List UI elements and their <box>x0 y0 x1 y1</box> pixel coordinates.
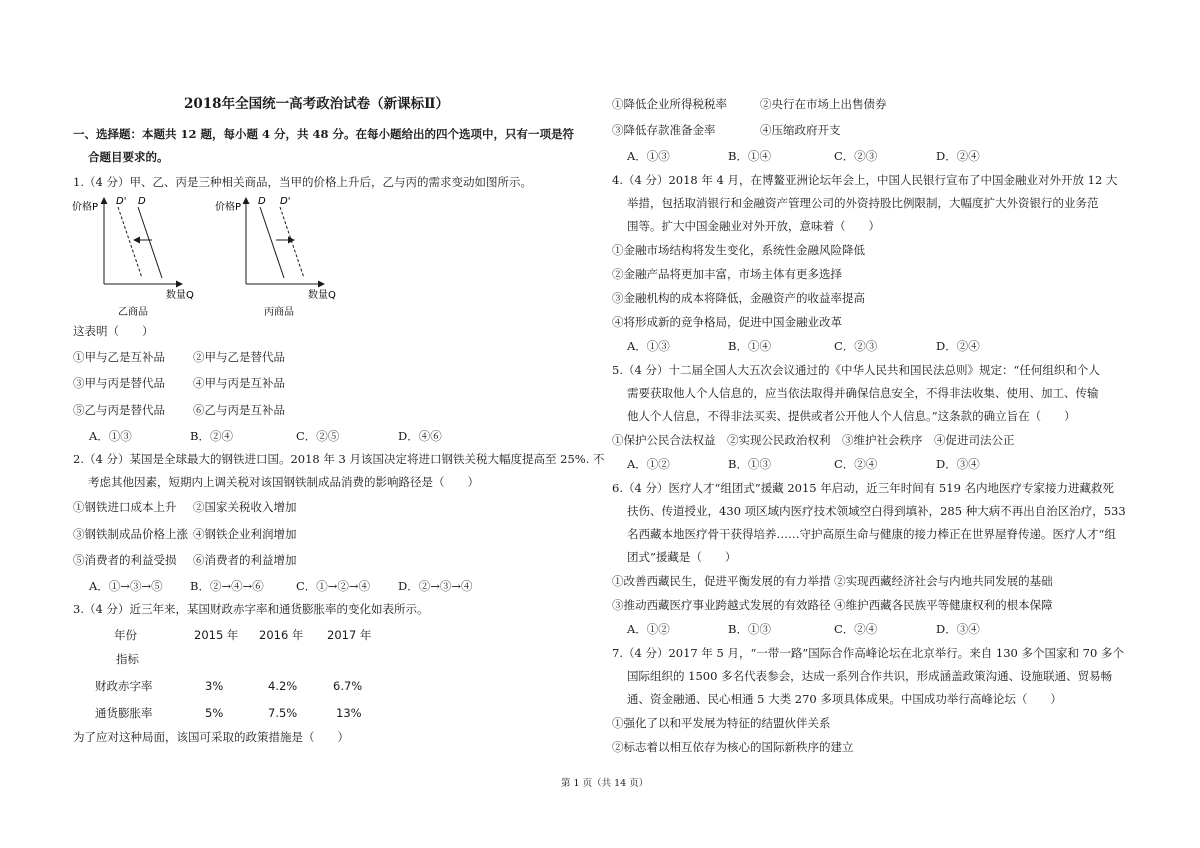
q1-opt3: ③甲与丙是替代品 <box>73 376 165 390</box>
q5-line2: 需要获取他人个人信息的，应当依法取得并确保信息安全，不得非法收集、使用、加工、传输 <box>627 386 1099 400</box>
q5-line1: 5.（4 分）十二届全国人大五次会议通过的《中华人民共和国民法总则》规定：“任何组织和个人 <box>612 363 1100 377</box>
q2-choice-a: A．①→③→⑤ <box>89 579 163 593</box>
q3-table-year-2015: 2015 年 <box>194 628 239 642</box>
graph-left-ylabel: 价格P <box>72 202 99 213</box>
section-heading-line1: 一、选择题：本题共 12 题，每小题 4 分，共 48 分。在每小题给出的四个选项中，只有一项是符 <box>73 127 575 141</box>
q4-opt1: ①金融市场结构将发生变化，系统性金融风险降低 <box>612 243 865 257</box>
q5-choice-a: A．①② <box>627 457 670 471</box>
q4-choice-a: A．①③ <box>627 339 670 353</box>
q1-opt1: ①甲与乙是互补品 <box>73 350 165 364</box>
q2-opt4: ④钢铁企业利润增加 <box>193 527 297 541</box>
q6-opts1: ①改善西藏民生，促进平衡发展的有力举措 ②实现西藏经济社会与内地共同发展的基础 <box>612 574 1053 588</box>
q3-choice-c: C．②③ <box>834 149 878 163</box>
q1-opt2: ②甲与乙是替代品 <box>193 350 285 364</box>
q3-table-row2-v1: 5% <box>205 706 224 720</box>
q6-choice-a: A．①② <box>627 622 670 636</box>
q2-line2: 考虑其他因素，短期内上调关税对该国钢铁制成品消费的影响路径是（ ） <box>88 475 479 489</box>
q3-table-header-year: 年份 <box>114 628 137 642</box>
graph-right <box>215 196 336 318</box>
q3-table-row2-name: 通货膨胀率 <box>95 706 153 720</box>
q3-table-header-index: 指标 <box>116 652 139 666</box>
graph-left-xlabel: 数量Q <box>166 290 194 301</box>
q6-line1: 6.（4 分）医疗人才“组团式”援藏 2015 年启动，近三年时间有 519 名内地医疗专家接力进藏救死 <box>612 481 1115 495</box>
q3-choice-b: B．①④ <box>728 149 771 163</box>
q3-table-row2-v3: 13% <box>336 706 362 720</box>
q2-opt3: ③钢铁制成品价格上涨 <box>73 527 188 541</box>
q4-line2: 举措，包括取消银行和金融资产管理公司的外资持股比例限制，大幅度扩大外资银行的业务范 <box>627 196 1099 210</box>
q3-opt1: ①降低企业所得税税率 <box>612 97 727 111</box>
q7-line1: 7.（4 分）2017 年 5 月，“一带一路”国际合作高峰论坛在北京举行。来自 130 多个国家和 70 多个 <box>612 646 1124 660</box>
q3-choice-d: D．②④ <box>936 149 980 163</box>
q3-table-row1-v1: 3% <box>205 679 224 693</box>
q3-table-row1-v2: 4.2% <box>268 679 298 693</box>
q1-opt4: ④甲与丙是互补品 <box>193 376 285 390</box>
q4-line1: 4.（4 分）2018 年 4 月，在博鳌亚洲论坛年会上，中国人民银行宣布了中国金融业对外开放 12 大 <box>612 173 1118 187</box>
q6-line4: 团式”援藏是（ ） <box>627 550 737 564</box>
q3-table-year-2017: 2017 年 <box>327 628 372 642</box>
q7-opt1: ①强化了以和平发展为特征的结盟伙伴关系 <box>612 716 831 730</box>
q3-table-row2-v2: 7.5% <box>268 706 298 720</box>
q5-choice-c: C．②④ <box>834 457 878 471</box>
q1-stem: 1.（4 分）甲、乙、丙是三种相关商品，当甲的价格上升后，乙与丙的需求变动如图所示。 <box>73 175 532 189</box>
q5-choice-b: B．①③ <box>728 457 771 471</box>
q6-choice-c: C．②④ <box>834 622 878 636</box>
q6-line2: 扶伤、传道授业，430 项区域内医疗技术领域空白得到填补，285 种大病不再出自治区治疗，533 <box>627 504 1126 518</box>
graph-right-label-d: D <box>258 196 266 207</box>
q6-line3: 名西藏本地医疗骨干获得培养……守护高原生命与健康的接力棒正在世界屋脊传递。医疗人才“组 <box>627 527 1116 541</box>
graph-left-label-d-prime: D' <box>116 196 127 207</box>
graph-right-label-d-prime: D' <box>280 196 291 207</box>
q2-choice-d: D．②→③→④ <box>398 579 473 593</box>
q6-choice-d: D．③④ <box>936 622 980 636</box>
q1-opt5: ⑤乙与丙是替代品 <box>73 403 165 417</box>
q1-opt6: ⑥乙与丙是互补品 <box>193 403 285 417</box>
q3-choice-a: A．①③ <box>627 149 670 163</box>
q7-line2: 国际组织的 1500 多名代表参会，达成一系列合作共识，形成涵盖政策沟通、设施联通、贸易畅 <box>627 669 1113 683</box>
q1-choice-c: C．②⑤ <box>296 429 340 443</box>
q2-opt2: ②国家关税收入增加 <box>193 500 297 514</box>
q1-choice-a: A．①③ <box>89 429 132 443</box>
q3-tail: 为了应对这种局面，该国可采取的政策措施是（ ） <box>73 730 349 744</box>
q6-opts2: ③推动西藏医疗事业跨越式发展的有效路径 ④维护西藏各民族平等健康权利的根本保障 <box>612 598 1053 612</box>
q4-choice-d: D．②④ <box>936 339 980 353</box>
q3-opt4: ④压缩政府开支 <box>760 123 841 137</box>
q2-choice-c: C．①→②→④ <box>296 579 371 593</box>
graph-right-xlabel: 数量Q <box>308 290 336 301</box>
q6-choice-b: B．①③ <box>728 622 771 636</box>
graph-left-curve-d-prime <box>118 207 142 278</box>
q4-choice-c: C．②③ <box>834 339 878 353</box>
q4-choice-b: B．①④ <box>728 339 771 353</box>
q4-opt2: ②金融产品将更加丰富，市场主体有更多选择 <box>612 267 842 281</box>
q4-opt4: ④将形成新的竞争格局，促进中国金融业改革 <box>612 315 842 329</box>
graph-right-curve-d <box>260 207 284 278</box>
q3-opt3: ③降低存款准备金率 <box>612 123 716 137</box>
q7-line3: 通、资金融通、民心相通 5 大类 270 多项具体成果。中国成功举行高峰论坛（ ） <box>627 692 1062 706</box>
q3-table-year-2016: 2016 年 <box>259 628 304 642</box>
graph-left-caption: 乙商品 <box>118 307 148 318</box>
q4-opt3: ③金融机构的成本将降低，金融资产的收益率提高 <box>612 291 865 305</box>
page-title: 2018年全国统一高考政治试卷（新课标Ⅱ） <box>184 96 449 112</box>
q7-opt2: ②标志着以相互依存为核心的国际新秩序的建立 <box>612 740 854 754</box>
q1-choice-d: D．④⑥ <box>398 429 442 443</box>
graph-left-curve-d <box>138 207 162 278</box>
q3-opt2: ②央行在市场上出售债券 <box>760 97 887 111</box>
graph-right-ylabel: 价格P <box>215 202 242 213</box>
page-footer: 第 1 页（共 14 页） <box>561 778 649 789</box>
graph-right-curve-d-prime <box>280 207 304 278</box>
q2-line1: 2.（4 分）某国是全球最大的钢铁进口国。2018 年 3 月该国决定将进口钢铁关税大幅度提高至 25%. 不 <box>73 452 605 466</box>
q5-choice-d: D．③④ <box>936 457 980 471</box>
q4-line3: 围等。扩大中国金融业对外开放，意味着（ ） <box>627 219 880 233</box>
q5-opts: ①保护公民合法权益 ②实现公民政治权利 ③维护社会秩序 ④促进司法公正 <box>612 433 1015 447</box>
section-heading-line2: 合题目要求的。 <box>88 150 169 164</box>
demand-graphs <box>70 192 360 322</box>
q1-choice-b: B．②④ <box>190 429 233 443</box>
q1-tail: 这表明（ ） <box>73 324 154 338</box>
graph-left-label-d: D <box>138 196 146 207</box>
q5-line3: 他人个人信息，不得非法买卖、提供或者公开他人个人信息。”这条款的确立旨在（ ） <box>627 409 1076 423</box>
q3-table-row1-name: 财政赤字率 <box>95 679 153 693</box>
q3-table-row1-v3: 6.7% <box>333 679 363 693</box>
q2-opt1: ①钢铁进口成本上升 <box>73 500 177 514</box>
graph-left <box>72 196 194 318</box>
q2-opt5: ⑤消费者的利益受损 <box>73 553 177 567</box>
q2-choice-b: B．②→④→⑥ <box>190 579 264 593</box>
q2-opt6: ⑥消费者的利益增加 <box>193 553 297 567</box>
graph-right-caption: 丙商品 <box>264 307 294 318</box>
q3-stem: 3.（4 分）近三年来，某国财政赤字率和通货膨胀率的变化如表所示。 <box>73 602 429 616</box>
